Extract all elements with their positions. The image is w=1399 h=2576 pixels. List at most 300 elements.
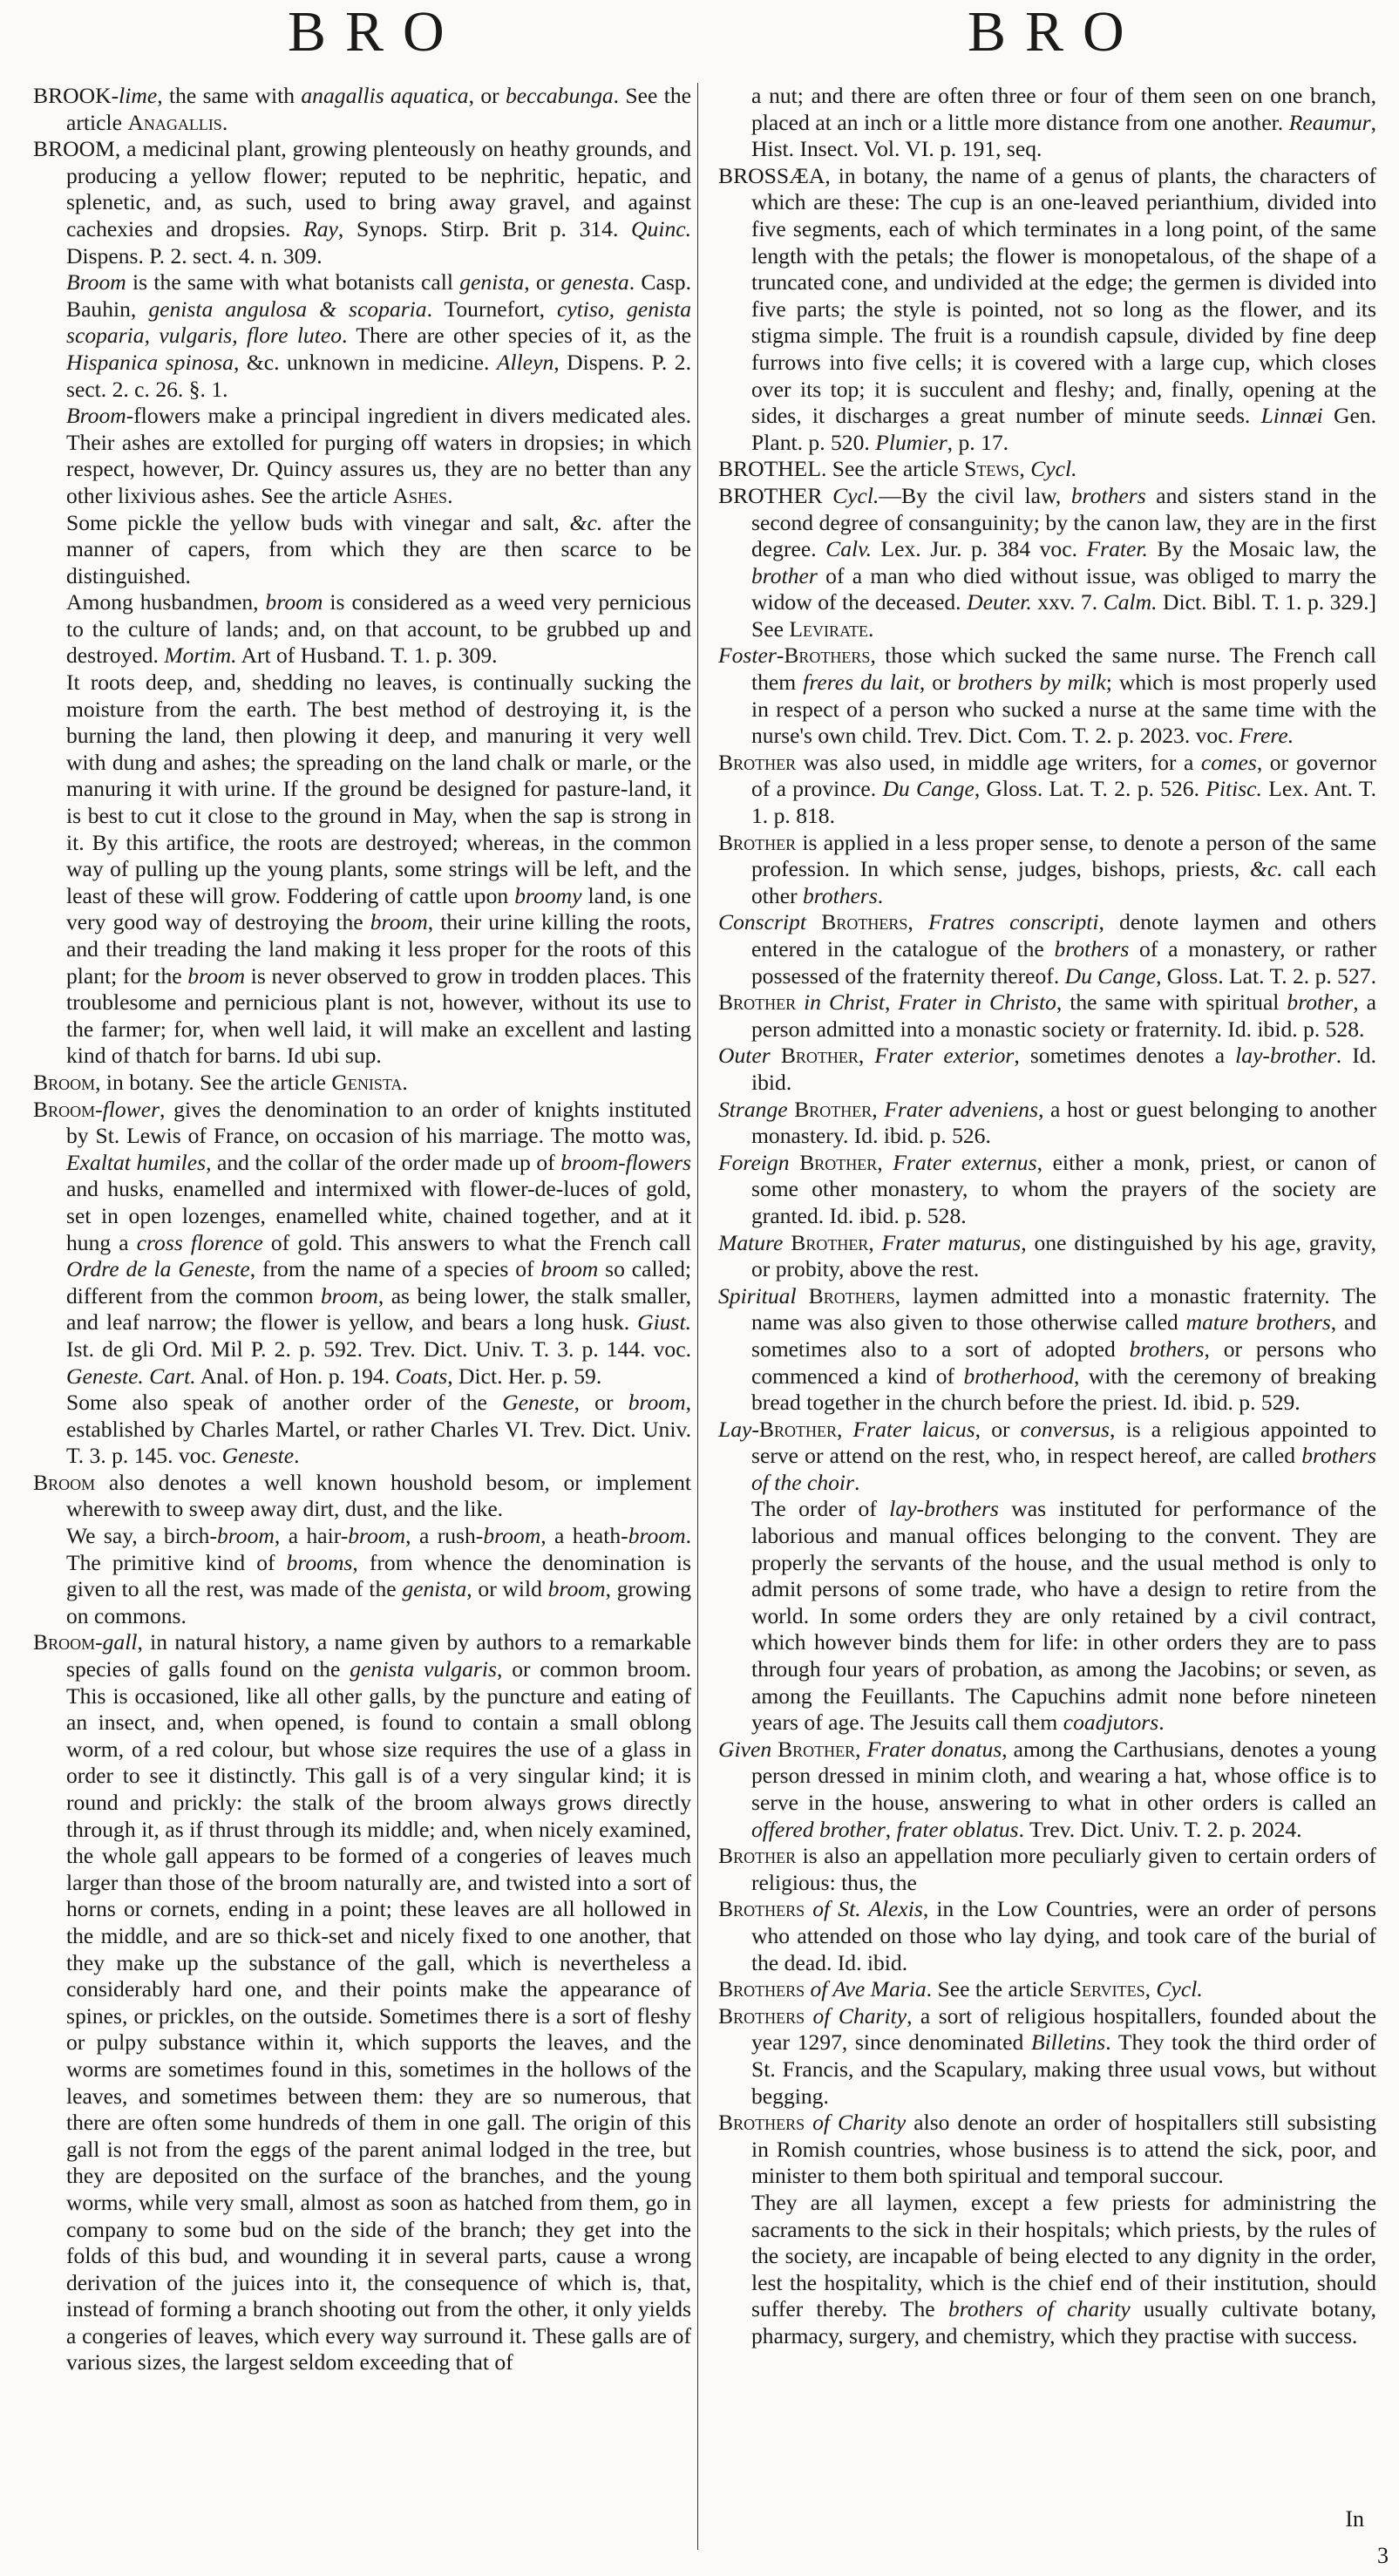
dictionary-entry: [718, 483, 1376, 643]
italic-text: Calm.: [1103, 589, 1158, 615]
italic-text: coadjutors: [1063, 1709, 1159, 1736]
italic-text: comes: [1200, 749, 1257, 775]
catchword: In: [1345, 2506, 1364, 2532]
italic-text: Fratres conscripti: [928, 909, 1099, 935]
italic-text: offered brother: [751, 1816, 886, 1842]
text-run: . See the article: [66, 83, 691, 135]
italic-text: of Ave Maria: [810, 1976, 927, 2002]
italic-text: Given: [718, 1736, 772, 1762]
italic-text: Reaumur: [1288, 109, 1371, 135]
italic-text: Foster: [718, 642, 777, 669]
text-run: , and the collar of the order made up of: [206, 1149, 561, 1175]
italic-text: Frater in Christo: [898, 989, 1056, 1016]
italic-text: Linnæi: [1260, 403, 1323, 429]
italic-text: Frater exterior: [874, 1043, 1015, 1069]
text-run: ,: [872, 1096, 885, 1122]
italic-text: Calv.: [825, 536, 872, 562]
text-run: [805, 2003, 812, 2029]
text-run: and husks, enamelled and intermixed with flower-de-luces of gold, set in open lozenges, enamelled white, chained together, and at it hung a: [66, 1176, 691, 1255]
text-run: BROOK-: [33, 83, 119, 108]
dictionary-entry: [718, 1283, 1376, 1417]
text-run: is the same with what botanists call: [126, 269, 460, 296]
text-run: -: [776, 642, 784, 669]
dictionary-entry: [718, 2003, 1376, 2110]
italic-text: freres du lait: [803, 669, 920, 696]
entry-paragraph: [718, 2190, 1376, 2350]
entry-paragraph: [33, 589, 691, 669]
text-run: [771, 1043, 781, 1068]
italic-text: lime: [119, 83, 158, 108]
header-left-word: BRO: [288, 0, 464, 64]
italic-text: gall: [102, 1629, 138, 1655]
italic-text: broom: [370, 909, 428, 935]
dictionary-entry: [718, 1230, 1376, 1283]
text-run: , or wild: [466, 1576, 548, 1602]
italic-text: Du Cange: [882, 776, 975, 802]
text-run: was instituted for performance of the laborious and manual offices belonging to the convent. They are properly the servants of the house, and the usual method is only to admit persons of some trade, who have a design to retire from the world. In some orders they are only retained by a civil contract, which however binds them for life: in other orders they are to pass through four years of probation, as among the Jacobins; or seven, as among the Feuillants. The Capuchins admit none before nineteen years of age. The Jesuits call them: [751, 1496, 1376, 1736]
text-run: Among husbandmen,: [66, 589, 266, 615]
italic-text: Conscript: [718, 909, 806, 935]
italic-text: broom: [547, 1576, 606, 1602]
small-caps-text: Servites: [1069, 1976, 1145, 2002]
italic-text: Strange: [718, 1096, 788, 1122]
text-run: , their urine killing the roots, and their treading the land making it less proper for the roots of this plant; for the: [66, 909, 691, 989]
text-run: [790, 1150, 800, 1175]
text-run: .: [867, 615, 874, 642]
text-run: They are all laymen, except a few priests for administring the sacraments to the sick in their hospitals; which priests, by the rules of the society, are incapable of being elected to any dignity in the order, lest the hospitality, which is the chief end of their institution, should suffer thereby. The: [751, 2189, 1376, 2322]
dictionary-entry: [33, 1470, 691, 1523]
italic-text: Exaltat humiles: [66, 1149, 207, 1175]
dictionary-entry: [33, 1629, 691, 2376]
entry-paragraph: [33, 269, 691, 403]
text-run: after the manner of capers, from which they are then scarce to be distinguished.: [66, 509, 691, 588]
text-run: is never observed to grow in trodden places. This troublesome and pernicious plant is not, however, without its use to the farmer; for, when well laid, it will make an excellent and lasting kind of thatch for barns. Id ubi sup.: [66, 962, 691, 1069]
small-caps-text: Brother: [718, 829, 797, 855]
italic-text: broom: [348, 1523, 406, 1549]
italic-text: lay-brother: [1235, 1043, 1336, 1069]
italic-text: Geneste.: [66, 1363, 144, 1389]
text-run: so called; different from the common: [66, 1256, 691, 1308]
text-run: , Dispens. P. 2. sect. 2. c. 26. §. 1.: [66, 349, 691, 402]
text-run: , Synops. Stirp. Brit p. 314.: [337, 215, 632, 241]
text-run: , in the Low Countries, were an order of persons who attended on those who lay dying, and took care of the burial of the dead. Id. ibid.: [751, 1896, 1376, 1975]
italic-text: mature brothers: [1185, 1309, 1331, 1336]
italic-text: brother: [751, 562, 818, 588]
italic-text: &c.: [1250, 856, 1283, 882]
column-divider: [697, 83, 698, 2550]
text-run: .: [294, 1443, 300, 1469]
italic-text: broom: [628, 1523, 686, 1549]
italic-text: Billetins: [1030, 2029, 1106, 2056]
right-column: [718, 83, 1376, 2349]
italic-text: Spiritual: [718, 1282, 797, 1308]
dictionary-entry: [718, 642, 1376, 749]
italic-text: brothers: [803, 882, 878, 908]
dictionary-entry: [718, 989, 1376, 1043]
italic-text: Frater laicus: [852, 1416, 975, 1442]
text-run: and sisters stand in the second degree of consanguinity; by the canon law, they are in the first degree.: [751, 482, 1376, 562]
text-run: ,: [877, 1149, 893, 1175]
text-run: ,: [885, 1816, 897, 1842]
text-run: [797, 1283, 809, 1308]
italic-text: Ray: [303, 215, 338, 241]
text-run: usually cultivate botany, pharmacy, surgery, and chemistry, which they practise with success.: [751, 2296, 1376, 2348]
dictionary-entry: [718, 830, 1376, 910]
text-run: . Trev. Dict. Univ. T. 2. p. 2024.: [1018, 1816, 1302, 1842]
italic-text: frater oblatus: [896, 1816, 1019, 1842]
italic-text: brothers: [1129, 1336, 1205, 1362]
text-run: call each other: [751, 856, 1376, 908]
dictionary-entry: [718, 750, 1376, 830]
text-run: ,: [858, 1043, 875, 1069]
text-run: , among the Carthusians, denotes a young person dressed in minim cloth, and wearing a hat, whose office is to serve in the house, answering to what in other orders is called an: [751, 1736, 1376, 1815]
italic-text: Outer: [718, 1043, 771, 1069]
text-run: , either a monk, priest, or canon of some other monastery, to whom the prayers of the society are granted. Id. ibid. p. 528.: [751, 1149, 1377, 1228]
dictionary-entry: [718, 1150, 1376, 1230]
text-run: .: [1158, 1709, 1165, 1736]
text-run: is also an appellation more peculiarly given to certain orders of religious: thus, the: [751, 1843, 1376, 1895]
italic-text: of St. Alexis: [812, 1896, 923, 1922]
text-run: Some pickle the yellow buds with vinegar and salt,: [66, 509, 570, 535]
italic-text: in Christ: [804, 989, 885, 1016]
text-run: , is a religious appointed to serve or attend on the rest, who, in respect hereof, are called: [751, 1416, 1376, 1469]
text-run: , growing on commons.: [66, 1576, 691, 1628]
italic-text: brooms: [286, 1549, 353, 1575]
text-run: , a host or guest belonging to another monastery. Id. ibid. p. 526.: [751, 1096, 1376, 1149]
italic-text: broom: [540, 1256, 599, 1282]
small-caps-text: Ashes: [392, 482, 448, 508]
text-run: . See the article: [926, 1976, 1070, 2002]
dictionary-entry: [718, 909, 1376, 989]
entry-paragraph: [33, 403, 691, 509]
dictionary-entry: [718, 1896, 1376, 1976]
italic-text: Coats: [395, 1363, 448, 1389]
italic-text: flower: [102, 1096, 160, 1122]
text-run: -: [751, 1416, 759, 1442]
small-caps-text: Brothers: [808, 1282, 895, 1308]
italic-text: brothers of charity: [947, 2296, 1131, 2322]
text-run: , Gloss. Lat. T. 2. p. 527.: [1156, 962, 1376, 989]
entry-paragraph: [33, 669, 691, 1070]
small-caps-text: Brothers: [821, 909, 908, 935]
small-caps-text: Brothers: [718, 2110, 805, 2136]
italic-text: Mature: [718, 1229, 784, 1255]
small-caps-text: Broom: [33, 1469, 96, 1495]
text-run: of a monastery, or rather possessed of the fraternity thereof.: [751, 936, 1376, 989]
text-run: , a sort of religious hospitallers, founded about the year 1297, since denominated: [751, 2002, 1376, 2056]
left-column: [33, 83, 691, 2376]
text-run: , laymen admitted into a monastic fraternity. The name was also given to those otherwise called: [751, 1282, 1376, 1336]
italic-text: brotherhood: [963, 1363, 1075, 1389]
dictionary-entry: [718, 1097, 1376, 1150]
text-run: is applied in a less proper sense, to denote a person of the same profession. In which sense, judges, bishops, priests,: [751, 829, 1376, 882]
italic-text: Broom: [66, 403, 126, 429]
italic-text: of Charity: [812, 2110, 907, 2136]
text-run: . The primitive kind of: [66, 1523, 692, 1575]
text-run: , &c. unknown in medicine.: [233, 349, 497, 375]
italic-text: cytiso, genista scoparia, vulgaris, flore luteo: [66, 296, 691, 349]
small-caps-text: Brothers: [718, 2002, 805, 2029]
text-run: , Hist. Insect. Vol. VI. p. 191, seq.: [751, 109, 1376, 162]
text-run: BROOM, a medicinal plant, growing plenteously on heathy grounds, and producing a yellow flower; reputed to be nephritic, hepatic, and splenetic, and, as such, used to bring away gravel, and against cachexies and dropsies.: [33, 136, 691, 241]
text-run: , from the name of a species of: [249, 1256, 541, 1282]
italic-text: genista angulosa & scoparia: [148, 296, 427, 322]
italic-text: broom: [217, 1523, 275, 1549]
italic-text: broom: [483, 1523, 541, 1549]
small-caps-text: Levirate: [789, 615, 868, 642]
header-right-word: BRO: [968, 0, 1144, 64]
text-run: .: [447, 482, 453, 508]
text-run: .: [877, 882, 884, 908]
text-run: , established by Charles Martel, or rather Charles VI. Trev. Dict. Univ. T. 3. p. 145. voc.: [66, 1390, 691, 1469]
text-run: -flowers make a principal ingredient in divers medicated ales. Their ashes are extolled for purging off waters in dropsies; in which respect, however, Dr. Quincy assures us, they are no better than any other lixivious ashes. See the article: [66, 403, 691, 508]
text-run: , Gloss. Lat. T. 2. p. 526.: [974, 776, 1206, 802]
text-run: By the Mosaic law, the: [1147, 536, 1376, 562]
dictionary-entry: [718, 1043, 1376, 1096]
italic-text: Pitisc.: [1205, 776, 1262, 802]
entry-paragraph: [33, 510, 691, 590]
text-run: .: [402, 1069, 408, 1095]
italic-text: broom: [320, 1282, 378, 1308]
text-run: [805, 1896, 812, 1921]
text-run: , one distinguished by his age, gravity, or probity, above the rest.: [751, 1229, 1377, 1282]
dictionary-entry: [718, 1843, 1376, 1896]
text-run: Lex. Jur. p. 384 voc.: [871, 536, 1087, 562]
text-run: ,: [1144, 1976, 1157, 2002]
entry-paragraph: [718, 83, 1376, 163]
text-run: , in botany. See the article: [95, 1069, 332, 1095]
text-run: ,: [1019, 456, 1031, 482]
italic-text: Giust.: [637, 1309, 691, 1336]
text-run: is considered as a weed very pernicious to the culture of lands; and, on that account, to be grubbed up and destroyed.: [66, 589, 691, 669]
text-run: . They took the third order of St. Francis, and the Scapulary, making three usual vows, but without begging.: [751, 2029, 1376, 2109]
small-caps-text: Brother: [799, 1149, 878, 1175]
text-run: , the same with: [157, 83, 302, 108]
text-run: -: [95, 1629, 103, 1655]
italic-text: Quinc.: [631, 215, 691, 241]
text-run: , sometimes denotes a: [1014, 1043, 1236, 1069]
italic-text: Geneste: [221, 1443, 295, 1469]
small-caps-text: Brother: [791, 1229, 869, 1255]
text-run: . Casp. Bauhin,: [66, 269, 692, 322]
text-run: , or governor of a province.: [751, 749, 1376, 802]
small-caps-text: Stews: [964, 456, 1020, 482]
italic-text: Frater externus: [893, 1149, 1037, 1175]
text-run: , or: [919, 669, 958, 696]
dictionary-entry: [718, 456, 1376, 483]
text-run: Dispens. P. 2. sect. 4. n. 309.: [66, 242, 323, 268]
italic-text: brothers by milk: [957, 669, 1106, 696]
dictionary-entry: [33, 1070, 691, 1097]
italic-text: genista: [402, 1576, 467, 1602]
text-run: BROTHER: [718, 482, 833, 508]
italic-text: Hispanica spinosa: [66, 349, 234, 375]
text-run: Anal. of Hon. p. 194.: [195, 1363, 396, 1389]
italic-text: broomy: [514, 882, 582, 908]
italic-text: Du Cange: [1064, 962, 1157, 989]
text-run: , a person admitted into a monastic society or fraternity. Id. ibid. p. 528.: [751, 989, 1376, 1042]
text-run: was also used, in middle age writers, for a: [796, 749, 1201, 775]
italic-text: broom: [628, 1390, 686, 1416]
italic-text: Frere.: [1239, 723, 1294, 749]
dictionary-entry: [33, 83, 691, 136]
italic-text: Mortim.: [164, 642, 237, 669]
dictionary-entry: [718, 1737, 1376, 1843]
small-caps-text: Broom: [33, 1629, 96, 1655]
italic-text: Cart.: [149, 1363, 196, 1389]
text-run: , and sometimes also to a sort of adopted: [751, 1309, 1376, 1362]
italic-text: Cycl.: [1156, 1976, 1203, 2002]
text-run: , gives the denomination to an order of knights instituted by St. Lewis of France, on occasion of his marriage. The motto was,: [66, 1096, 691, 1149]
italic-text: broom-flowers: [560, 1149, 691, 1175]
text-run: [805, 2110, 812, 2135]
italic-text: broom: [187, 962, 246, 989]
italic-text: genista vulgaris: [350, 1656, 497, 1682]
text-run: , with the ceremony of breaking bread together in the church before the priest. Id. ibid. p. 529.: [751, 1363, 1377, 1416]
text-run: It roots deep, and, shedding no leaves, is continually sucking the moisture from the earth. The best method of destroying it, is the burning the land, then plowing it deep, and manuring it very well with dung and ashes; the spreading on the land chalk or marle, or the manuring it with urine. If the ground be designed for pasture-land, it is best to cut it close to the ground in May, when the sap is strong in it. By this artifice, the roots are destroyed; whereas, in the common way of pulling up the young plants, some strings will be left, and the least of these will grow. Foddering of cattle upon: [66, 669, 691, 908]
italic-text: brothers of the choir: [751, 1443, 1376, 1495]
text-run: of a man who died without issue, was obliged to marry the widow of the deceased.: [751, 562, 1376, 615]
text-run: a nut; and there are often three or four of them seen on one branch, placed at an inch or a little more distance from one another.: [751, 83, 1376, 135]
small-caps-text: Brothers: [718, 1976, 805, 2002]
italic-text: Frater.: [1086, 536, 1148, 562]
text-run: [796, 989, 804, 1015]
entry-paragraph: [33, 1390, 691, 1470]
text-run: , a heath-: [540, 1523, 628, 1549]
dictionary-entry: [33, 1097, 691, 1390]
small-caps-text: Brother: [718, 749, 797, 775]
text-run: , or persons who commenced a kind of: [751, 1336, 1376, 1389]
text-run: BROTHEL. See the article: [718, 456, 965, 482]
italic-text: conversus: [1020, 1416, 1110, 1442]
italic-text: Geneste: [502, 1390, 574, 1416]
small-caps-text: Brother: [718, 989, 797, 1016]
entry-paragraph: [33, 1523, 691, 1629]
italic-text: brother: [1287, 989, 1354, 1016]
italic-text: Frater maturus: [881, 1229, 1022, 1255]
italic-text: anagallis aquatica: [301, 83, 469, 108]
small-caps-text: Brother: [778, 1736, 856, 1762]
text-run: , in natural history, a name given by authors to a remarkable species of galls found on the: [66, 1629, 691, 1682]
small-caps-text: Brothers: [718, 1896, 805, 1922]
text-run: xxv. 7.: [1031, 589, 1104, 615]
text-run: .: [854, 1469, 860, 1495]
text-run: , a hair-: [274, 1523, 349, 1549]
text-run: Art of Husband. T. 1. p. 309.: [236, 642, 498, 669]
text-run: , or: [468, 83, 506, 108]
text-run: , those which sucked the same nurse. The French call them: [751, 642, 1376, 696]
italic-text: Frater donatus: [866, 1736, 1002, 1762]
italic-text: Foreign: [718, 1149, 790, 1175]
text-run: —By the civil law,: [879, 482, 1071, 508]
dictionary-entry: [718, 163, 1376, 457]
text-run: Gen. Plant. p. 520.: [751, 403, 1376, 455]
small-caps-text: Genista: [331, 1069, 403, 1095]
italic-text: Cycl.: [832, 482, 879, 508]
text-run: [806, 909, 821, 935]
small-caps-text: Broom: [33, 1096, 96, 1122]
text-run: , or: [975, 1416, 1021, 1442]
text-run: ,: [907, 909, 929, 935]
text-run: . Tournefort,: [426, 296, 557, 322]
text-run: , the same with spiritual: [1056, 989, 1287, 1016]
dictionary-entry: [718, 1417, 1376, 1497]
italic-text: cross florence: [136, 1229, 263, 1255]
italic-text: Ordre de la Geneste: [66, 1256, 250, 1282]
small-caps-text: Brother: [758, 1416, 837, 1442]
text-run: land, is one very good way of destroying the: [66, 882, 691, 935]
dictionary-entry: [33, 136, 691, 269]
small-caps-text: Brothers: [784, 642, 871, 669]
text-run: also denote an order of hospitallers still subsisting in Romish countries, whose business is to attend the sick, poor, and minister to them both spiritual and temporal succour.: [751, 2110, 1376, 2189]
entry-paragraph: [718, 1496, 1376, 1736]
text-run: , denote laymen and others entered in the catalogue of the: [751, 909, 1377, 962]
italic-text: Cycl.: [1030, 456, 1077, 482]
text-run: [783, 1230, 791, 1255]
text-run: Dict. Bibl. T. 1. p. 329.] See: [751, 589, 1376, 642]
dictionary-entry: [718, 1976, 1376, 2003]
text-run: , from whence the denomination is given to all the rest, was made of the: [66, 1549, 691, 1602]
text-run: . There are other species of it, as the: [342, 323, 691, 349]
text-run: , or: [524, 269, 561, 296]
italic-text: Deuter.: [967, 589, 1032, 615]
text-run: BROSSÆA, in botany, the name of a genus of plants, the characters of which are these: The cup is an one-leaved perianthium, divided into five segments, each of which terminates in a long point, of the same length with the petals; the flower is monopetalous, of the shape of a truncated cone, and undivided at the edge; the germen is divided into five parts; the style is pointed, not so long as the flower, and its stigma simple. The fruit is a roundish capsule, divided by fine deep furrows into five cells; it is covered with a large cup, which closes over its top; it is succulent and fleshy; and, finally, opening at the sides, it discharges a great number of minute seeds.: [718, 162, 1376, 429]
italic-text: Plumier: [875, 429, 947, 455]
italic-text: lay-brothers: [889, 1496, 999, 1522]
small-caps-text: Brother: [794, 1096, 873, 1122]
italic-text: brothers: [1070, 482, 1146, 508]
text-run: ,: [868, 1229, 882, 1255]
text-run: -: [95, 1096, 103, 1122]
text-run: also denotes a well known houshold besom, or implement wherewith to sweep away dirt, dust, and the like.: [66, 1469, 691, 1522]
small-caps-text: Anagallis: [127, 109, 222, 135]
italic-text: beccabunga: [506, 83, 614, 108]
text-run: of gold. This answers to what the French call: [262, 1229, 691, 1255]
text-run: Ist. de gli Ord. Mil P. 2. p. 592. Trev. Dict. Univ. T. 3. p. 144. voc.: [66, 1336, 691, 1362]
italic-text: brothers: [1054, 936, 1130, 962]
text-run: , or: [574, 1390, 628, 1416]
italic-text: Frater adveniens: [884, 1096, 1039, 1122]
italic-text: broom: [265, 589, 323, 615]
italic-text: genista: [459, 269, 525, 296]
text-run: The order of: [751, 1496, 890, 1522]
italic-text: Alleyn: [496, 349, 554, 375]
dictionary-entry: [718, 2110, 1376, 2190]
italic-text: of Charity: [812, 2002, 907, 2029]
italic-text: Broom: [66, 269, 126, 296]
italic-text: genesta: [560, 269, 629, 296]
text-run: , a rush-: [405, 1523, 484, 1549]
text-run: ; which is most properly used in respect of a person who sucked a nurse at the same time with the nurse's own child. Trev. Dict. Com. T. 2. p. 2023. voc.: [751, 669, 1377, 749]
text-run: , p. 17.: [947, 429, 1009, 455]
text-run: , or common broom. This is occasioned, like all other galls, by the puncture and eating of an insect, and, when opened, is found to contain a small oblong worm, of a red colour, but whose size requires the use of a glass in order to see it distinctly. This gall is of a very singular kind; it is round and prickly: the stalk of the broom always grows directly through it, as if thrust through its middle; and, when nicely examined, the whole gall appears to be formed of a congeries of leaves much larger than those of the broom naturally are, and twisted into a sort of horns or cornets, ending in a point; these leaves are all hollowed in the middle, and are so thick-set and nicely fixed to one another, that they make up the substance of the gall, which is nevertheless a considerably hard one, and their points make the appearance of spines, or prickles, on the outside. Sometimes there is a sort of fleshy or pulpy substance within it, which supports the leaves, and the worms are sometimes found in this, sometimes in the hollows of the leaves, and sometimes between them: they are so numerous, that there are often some hundreds of them in one gall. The origin of this gall is not from the eggs of the parent animal lodged in the tree, but they are deposited on the surface of the branches, and the young worms, while very small, almost as soon as hatched from them, go in company to some bud on the side of the branch; they get into the folds of this bud, and wounding it in several parts, cause a wrong derivation of the juices into it, the consequence of which is, that, instead of forming a branch shooting out from the other, it only yields a congeries of leaves, which every way surround it. These galls are of various sizes, the largest seldom exceeding that of: [66, 1656, 691, 2375]
text-run: .: [221, 109, 228, 135]
page-number: 3: [1377, 2543, 1389, 2568]
small-caps-text: Brother: [780, 1043, 859, 1069]
text-run: , Dict. Her. p. 59.: [447, 1363, 602, 1389]
small-caps-text: Broom: [33, 1069, 96, 1095]
italic-text: &c.: [569, 509, 603, 535]
text-run: ,: [884, 989, 899, 1016]
small-caps-text: Brother: [718, 1843, 797, 1869]
italic-text: Lay: [718, 1416, 752, 1442]
text-run: , as being lower, the stalk smaller, and leaf narrow; the flower is yellow, and bears a long husk.: [66, 1282, 691, 1336]
text-run: Some also speak of another order of the: [66, 1390, 503, 1416]
text-run: Lex. Ant. T. 1. p. 818.: [751, 776, 1377, 829]
text-run: ,: [837, 1416, 853, 1442]
text-run: . Id. ibid.: [751, 1043, 1376, 1095]
text-run: We say, a birch-: [66, 1523, 217, 1549]
